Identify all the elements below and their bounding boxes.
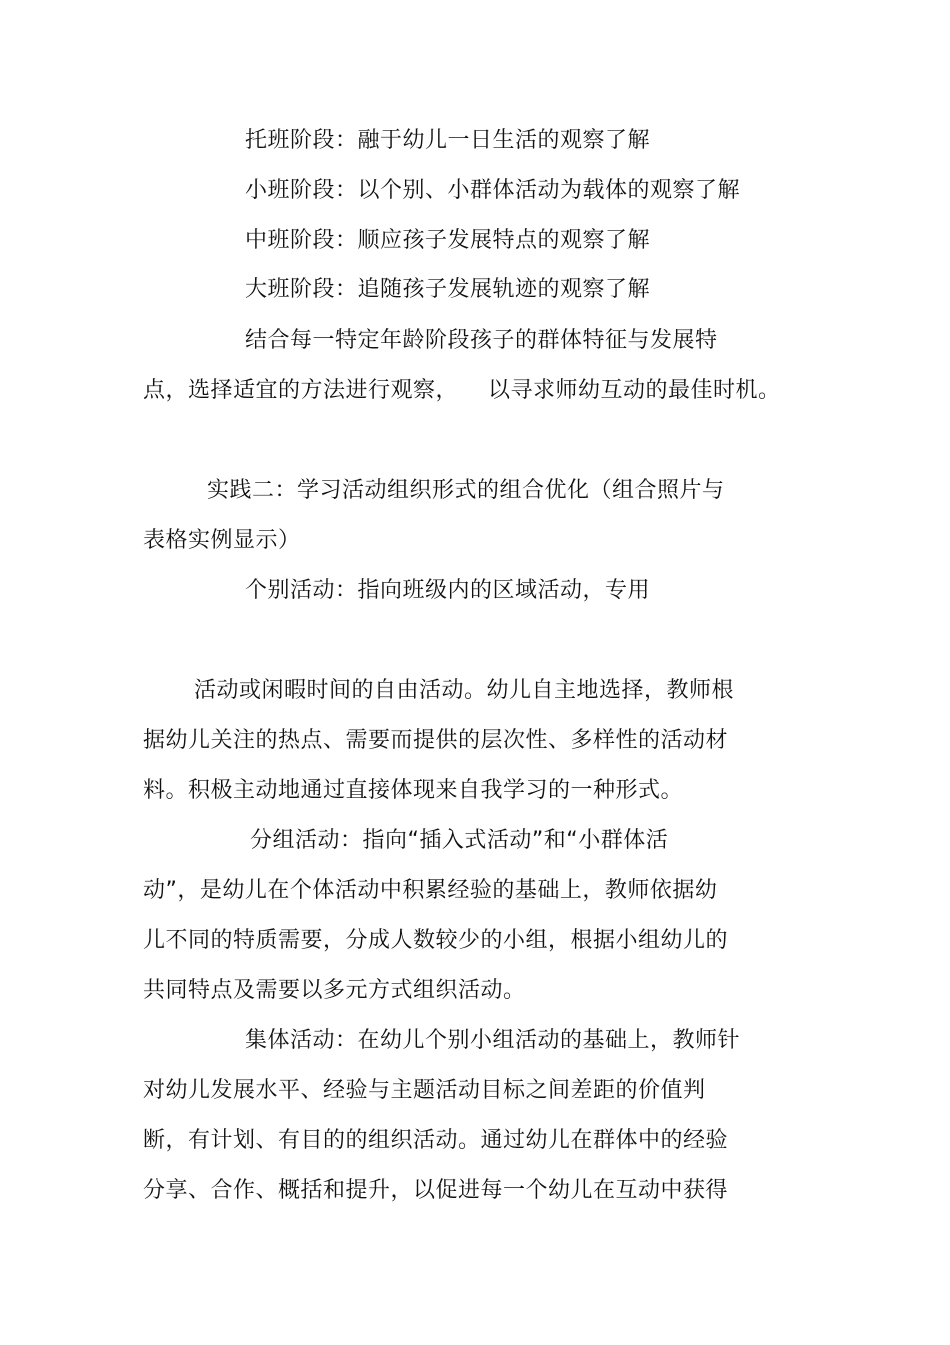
section-heading-line-2: 表格实例显示） bbox=[143, 528, 301, 553]
text-line-13: 分组活动：指向“插入式活动”和“小群体活 bbox=[250, 828, 669, 853]
text-line-1: 托班阶段：融于幼儿一日生活的观察了解 bbox=[245, 128, 651, 153]
text-line-17: 集体活动：在幼儿个别小组活动的基础上，教师针 bbox=[245, 1028, 741, 1053]
text-line-18: 对幼儿发展水平、经验与主题活动目标之间差距的价值判 bbox=[143, 1078, 706, 1103]
text-line-3: 中班阶段：顺应孩子发展特点的观察了解 bbox=[245, 228, 651, 253]
text-line-11: 据幼儿关注的热点、需要而提供的层次性、多样性的活动材 bbox=[143, 728, 729, 753]
text-line-9: 个别活动：指向班级内的区域活动，专用 bbox=[245, 578, 651, 603]
text-line-15: 儿不同的特质需要，分成人数较少的小组，根据小组幼儿的 bbox=[143, 928, 729, 953]
text-line-6a: 点，选择适宜的方法进行观察， bbox=[143, 378, 459, 403]
text-line-20: 分享、合作、概括和提升，以促进每一个幼儿在互动中获得 bbox=[143, 1178, 729, 1203]
text-line-12: 料。积极主动地通过直接体现来自我学习的一种形式。 bbox=[143, 778, 684, 803]
text-line-10: 活动或闲暇时间的自由活动。幼儿自主地选择，教师根 bbox=[194, 678, 735, 703]
text-line-14: 动”，是幼儿在个体活动中积累经验的基础上，教师依据幼 bbox=[143, 878, 718, 903]
text-line-5: 结合每一特定年龄阶段孩子的群体特征与发展特 bbox=[245, 328, 718, 353]
text-line-19: 断，有计划、有目的的组织活动。通过幼儿在群体中的经验 bbox=[143, 1128, 729, 1153]
text-line-6b: 以寻求师幼互动的最佳时机。 bbox=[488, 378, 781, 403]
text-line-4: 大班阶段：追随孩子发展轨迹的观察了解 bbox=[245, 277, 651, 302]
section-heading-line-1: 实践二：学习活动组织形式的组合优化（组合照片与 bbox=[207, 478, 725, 503]
text-line-2: 小班阶段：以个别、小群体活动为载体的观察了解 bbox=[245, 178, 741, 203]
text-line-16: 共同特点及需要以多元方式组织活动。 bbox=[143, 978, 526, 1003]
